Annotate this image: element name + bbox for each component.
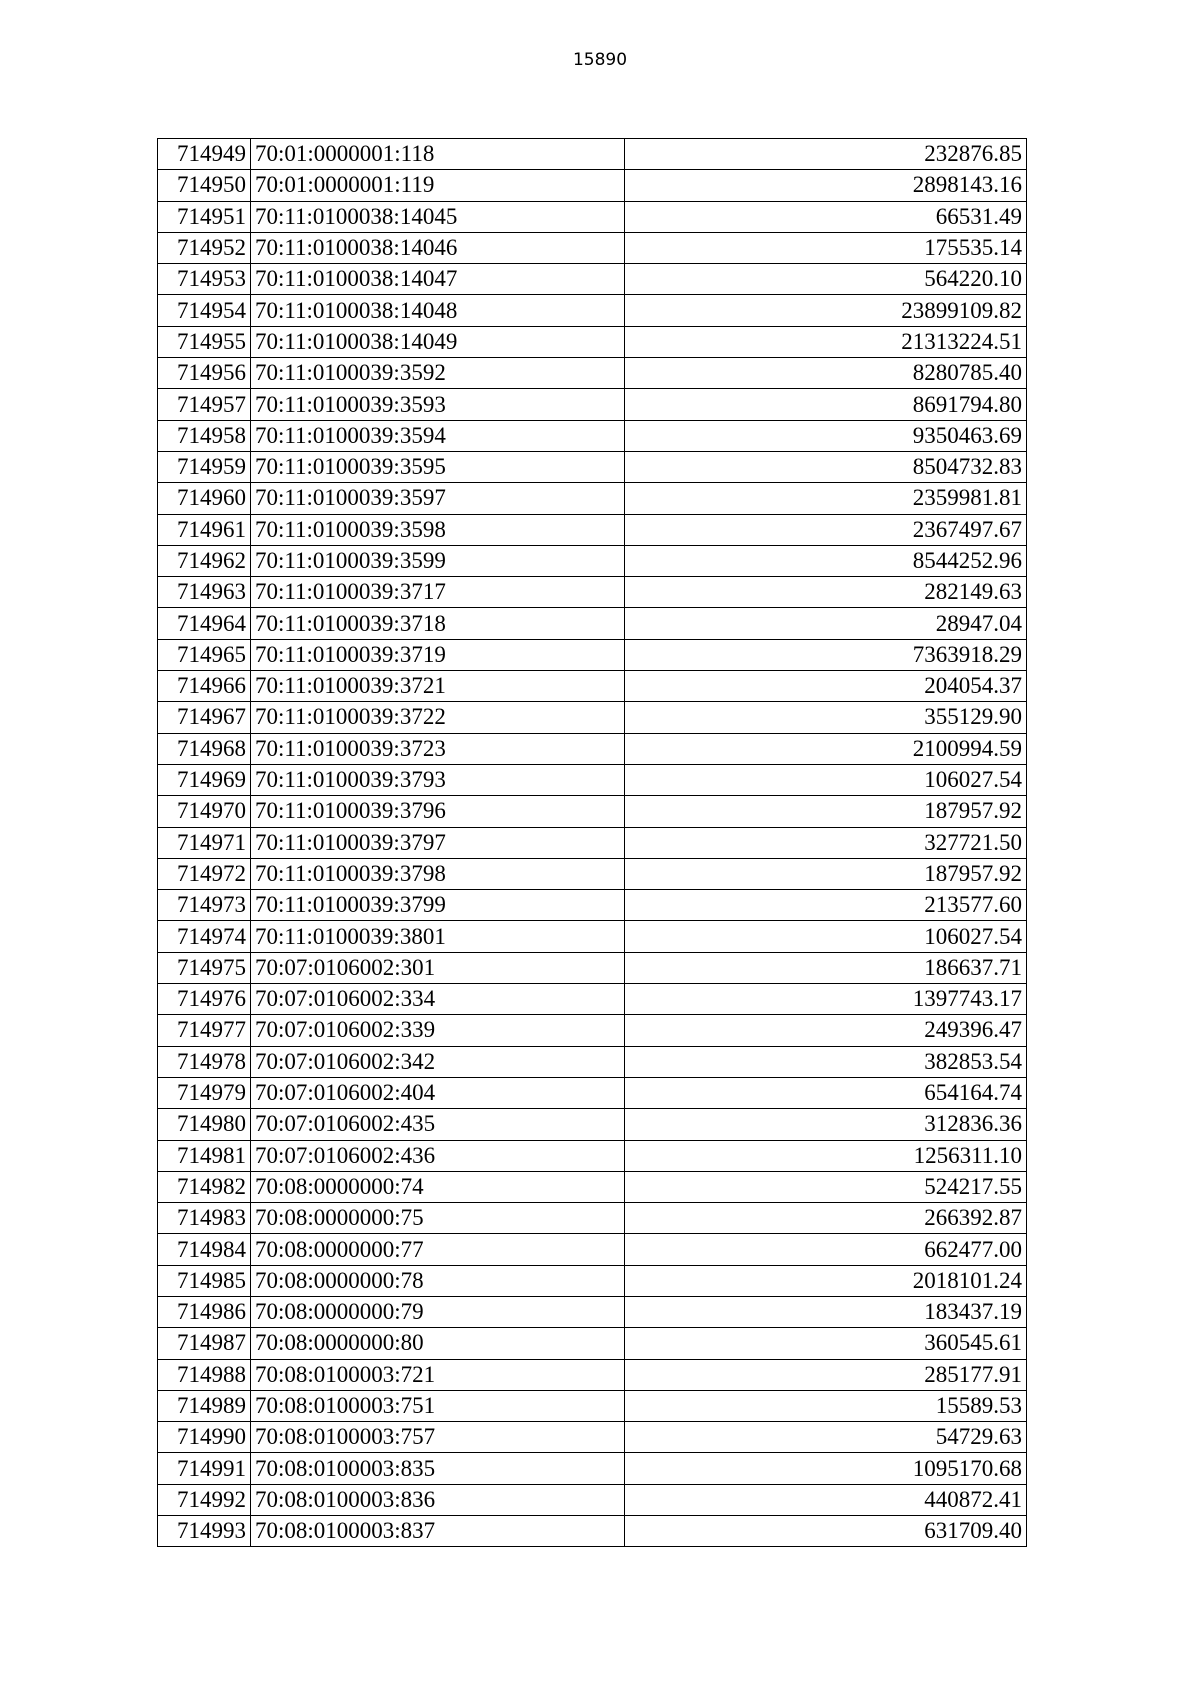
cadastral-number-cell: 70:11:0100039:3798 [251, 858, 625, 889]
table-row [158, 733, 1027, 764]
table-row [158, 1171, 1027, 1202]
table-row [158, 1015, 1027, 1046]
table-row [158, 577, 1027, 608]
table-row [158, 139, 1027, 170]
cadastral-number-cell: 70:08:0000000:79 [251, 1296, 625, 1327]
value-cell: 2367497.67 [625, 514, 1027, 545]
table-row [158, 264, 1027, 295]
row-id-cell: 714970 [158, 796, 251, 827]
table-row [158, 1390, 1027, 1421]
row-id-cell: 714986 [158, 1296, 251, 1327]
table-row [158, 1328, 1027, 1359]
row-id-cell: 714956 [158, 358, 251, 389]
row-id-cell: 714958 [158, 420, 251, 451]
row-id-cell: 714988 [158, 1359, 251, 1390]
cadastral-number-cell: 70:07:0106002:301 [251, 952, 625, 983]
table-row [158, 326, 1027, 357]
value-cell: 312836.36 [625, 1109, 1027, 1140]
cadastral-number-cell: 70:11:0100038:14045 [251, 201, 625, 232]
value-cell: 249396.47 [625, 1015, 1027, 1046]
value-cell: 15589.53 [625, 1390, 1027, 1421]
table-row [158, 764, 1027, 795]
row-id-cell: 714993 [158, 1516, 251, 1547]
table-row [158, 1109, 1027, 1140]
table-row [158, 1422, 1027, 1453]
cadastral-number-cell: 70:08:0100003:721 [251, 1359, 625, 1390]
table-row [158, 702, 1027, 733]
table-row [158, 420, 1027, 451]
value-cell: 266392.87 [625, 1203, 1027, 1234]
cadastral-number-cell: 70:11:0100038:14046 [251, 232, 625, 263]
table-row [158, 1453, 1027, 1484]
table-row [158, 984, 1027, 1015]
cadastral-number-cell: 70:07:0106002:404 [251, 1077, 625, 1108]
cadastral-number-cell: 70:11:0100039:3722 [251, 702, 625, 733]
table-row [158, 1077, 1027, 1108]
row-id-cell: 714953 [158, 264, 251, 295]
row-id-cell: 714992 [158, 1484, 251, 1515]
table-row [158, 295, 1027, 326]
row-id-cell: 714979 [158, 1077, 251, 1108]
value-cell: 327721.50 [625, 827, 1027, 858]
value-cell: 106027.54 [625, 921, 1027, 952]
table-row [158, 545, 1027, 576]
data-table [157, 138, 1027, 1547]
value-cell: 9350463.69 [625, 420, 1027, 451]
value-cell: 213577.60 [625, 890, 1027, 921]
value-cell: 8691794.80 [625, 389, 1027, 420]
cadastral-number-cell: 70:11:0100039:3594 [251, 420, 625, 451]
value-cell: 23899109.82 [625, 295, 1027, 326]
row-id-cell: 714991 [158, 1453, 251, 1484]
value-cell: 662477.00 [625, 1234, 1027, 1265]
value-cell: 183437.19 [625, 1296, 1027, 1327]
cadastral-number-cell: 70:07:0106002:435 [251, 1109, 625, 1140]
cadastral-number-cell: 70:11:0100039:3599 [251, 545, 625, 576]
table-row [158, 451, 1027, 482]
row-id-cell: 714959 [158, 451, 251, 482]
table-row [158, 1046, 1027, 1077]
cadastral-number-cell: 70:11:0100039:3717 [251, 577, 625, 608]
value-cell: 2898143.16 [625, 170, 1027, 201]
value-cell: 175535.14 [625, 232, 1027, 263]
row-id-cell: 714961 [158, 514, 251, 545]
cadastral-number-cell: 70:08:0100003:835 [251, 1453, 625, 1484]
cadastral-number-cell: 70:11:0100039:3721 [251, 671, 625, 702]
cadastral-number-cell: 70:11:0100039:3593 [251, 389, 625, 420]
table-row [158, 1359, 1027, 1390]
table-row [158, 608, 1027, 639]
table-row [158, 1140, 1027, 1171]
table-row [158, 1265, 1027, 1296]
table-row [158, 170, 1027, 201]
cadastral-number-cell: 70:11:0100039:3719 [251, 639, 625, 670]
cadastral-number-cell: 70:11:0100039:3797 [251, 827, 625, 858]
table-row [158, 952, 1027, 983]
value-cell: 232876.85 [625, 139, 1027, 170]
value-cell: 654164.74 [625, 1077, 1027, 1108]
value-cell: 524217.55 [625, 1171, 1027, 1202]
row-id-cell: 714957 [158, 389, 251, 420]
value-cell: 187957.92 [625, 796, 1027, 827]
cadastral-number-cell: 70:11:0100039:3592 [251, 358, 625, 389]
row-id-cell: 714975 [158, 952, 251, 983]
value-cell: 54729.63 [625, 1422, 1027, 1453]
table-row [158, 921, 1027, 952]
row-id-cell: 714949 [158, 139, 251, 170]
page-number: 15890 [572, 50, 628, 70]
value-cell: 1095170.68 [625, 1453, 1027, 1484]
table-row [158, 827, 1027, 858]
value-cell: 106027.54 [625, 764, 1027, 795]
cadastral-number-cell: 70:11:0100039:3598 [251, 514, 625, 545]
value-cell: 21313224.51 [625, 326, 1027, 357]
value-cell: 285177.91 [625, 1359, 1027, 1390]
cadastral-number-cell: 70:08:0100003:751 [251, 1390, 625, 1421]
table-row [158, 858, 1027, 889]
value-cell: 1397743.17 [625, 984, 1027, 1015]
cadastral-number-cell: 70:11:0100039:3597 [251, 483, 625, 514]
cadastral-number-cell: 70:08:0000000:77 [251, 1234, 625, 1265]
row-id-cell: 714982 [158, 1171, 251, 1202]
value-cell: 564220.10 [625, 264, 1027, 295]
row-id-cell: 714964 [158, 608, 251, 639]
row-id-cell: 714965 [158, 639, 251, 670]
value-cell: 631709.40 [625, 1516, 1027, 1547]
cadastral-number-cell: 70:08:0000000:80 [251, 1328, 625, 1359]
row-id-cell: 714973 [158, 890, 251, 921]
table-row [158, 514, 1027, 545]
table-row [158, 1516, 1027, 1547]
row-id-cell: 714950 [158, 170, 251, 201]
cadastral-number-cell: 70:11:0100039:3793 [251, 764, 625, 795]
table-body [158, 139, 1027, 1547]
row-id-cell: 714951 [158, 201, 251, 232]
table-row [158, 483, 1027, 514]
row-id-cell: 714985 [158, 1265, 251, 1296]
cadastral-number-cell: 70:11:0100038:14047 [251, 264, 625, 295]
row-id-cell: 714962 [158, 545, 251, 576]
row-id-cell: 714952 [158, 232, 251, 263]
value-cell: 66531.49 [625, 201, 1027, 232]
value-cell: 360545.61 [625, 1328, 1027, 1359]
table-row [158, 671, 1027, 702]
row-id-cell: 714984 [158, 1234, 251, 1265]
table-row [158, 890, 1027, 921]
row-id-cell: 714977 [158, 1015, 251, 1046]
row-id-cell: 714987 [158, 1328, 251, 1359]
cadastral-number-cell: 70:07:0106002:334 [251, 984, 625, 1015]
cadastral-number-cell: 70:11:0100039:3796 [251, 796, 625, 827]
value-cell: 187957.92 [625, 858, 1027, 889]
table-row [158, 639, 1027, 670]
row-id-cell: 714966 [158, 671, 251, 702]
cadastral-number-cell: 70:11:0100039:3799 [251, 890, 625, 921]
value-cell: 8280785.40 [625, 358, 1027, 389]
row-id-cell: 714969 [158, 764, 251, 795]
value-cell: 186637.71 [625, 952, 1027, 983]
value-cell: 28947.04 [625, 608, 1027, 639]
row-id-cell: 714954 [158, 295, 251, 326]
value-cell: 355129.90 [625, 702, 1027, 733]
value-cell: 8544252.96 [625, 545, 1027, 576]
cadastral-number-cell: 70:11:0100038:14049 [251, 326, 625, 357]
row-id-cell: 714968 [158, 733, 251, 764]
cadastral-number-cell: 70:08:0000000:78 [251, 1265, 625, 1296]
row-id-cell: 714990 [158, 1422, 251, 1453]
cadastral-number-cell: 70:01:0000001:118 [251, 139, 625, 170]
cadastral-number-cell: 70:08:0000000:75 [251, 1203, 625, 1234]
row-id-cell: 714980 [158, 1109, 251, 1140]
cadastral-number-cell: 70:08:0100003:837 [251, 1516, 625, 1547]
value-cell: 204054.37 [625, 671, 1027, 702]
table-row [158, 389, 1027, 420]
table-row [158, 232, 1027, 263]
row-id-cell: 714976 [158, 984, 251, 1015]
value-cell: 2018101.24 [625, 1265, 1027, 1296]
row-id-cell: 714983 [158, 1203, 251, 1234]
value-cell: 440872.41 [625, 1484, 1027, 1515]
value-cell: 1256311.10 [625, 1140, 1027, 1171]
cadastral-number-cell: 70:11:0100038:14048 [251, 295, 625, 326]
cadastral-number-cell: 70:01:0000001:119 [251, 170, 625, 201]
row-id-cell: 714963 [158, 577, 251, 608]
cadastral-number-cell: 70:07:0106002:436 [251, 1140, 625, 1171]
row-id-cell: 714971 [158, 827, 251, 858]
cadastral-number-cell: 70:11:0100039:3595 [251, 451, 625, 482]
table-row [158, 1296, 1027, 1327]
table-row [158, 1484, 1027, 1515]
table-row [158, 201, 1027, 232]
row-id-cell: 714960 [158, 483, 251, 514]
table-row [158, 1203, 1027, 1234]
value-cell: 2359981.81 [625, 483, 1027, 514]
cadastral-number-cell: 70:08:0100003:836 [251, 1484, 625, 1515]
row-id-cell: 714967 [158, 702, 251, 733]
row-id-cell: 714974 [158, 921, 251, 952]
row-id-cell: 714981 [158, 1140, 251, 1171]
value-cell: 382853.54 [625, 1046, 1027, 1077]
value-cell: 2100994.59 [625, 733, 1027, 764]
cadastral-number-cell: 70:07:0106002:339 [251, 1015, 625, 1046]
cadastral-number-cell: 70:11:0100039:3801 [251, 921, 625, 952]
value-cell: 8504732.83 [625, 451, 1027, 482]
cadastral-number-cell: 70:11:0100039:3718 [251, 608, 625, 639]
value-cell: 282149.63 [625, 577, 1027, 608]
value-cell: 7363918.29 [625, 639, 1027, 670]
cadastral-number-cell: 70:08:0000000:74 [251, 1171, 625, 1202]
table-row [158, 796, 1027, 827]
row-id-cell: 714955 [158, 326, 251, 357]
cadastral-number-cell: 70:11:0100039:3723 [251, 733, 625, 764]
row-id-cell: 714989 [158, 1390, 251, 1421]
table-row [158, 358, 1027, 389]
row-id-cell: 714972 [158, 858, 251, 889]
row-id-cell: 714978 [158, 1046, 251, 1077]
cadastral-number-cell: 70:07:0106002:342 [251, 1046, 625, 1077]
table-row [158, 1234, 1027, 1265]
cadastral-number-cell: 70:08:0100003:757 [251, 1422, 625, 1453]
